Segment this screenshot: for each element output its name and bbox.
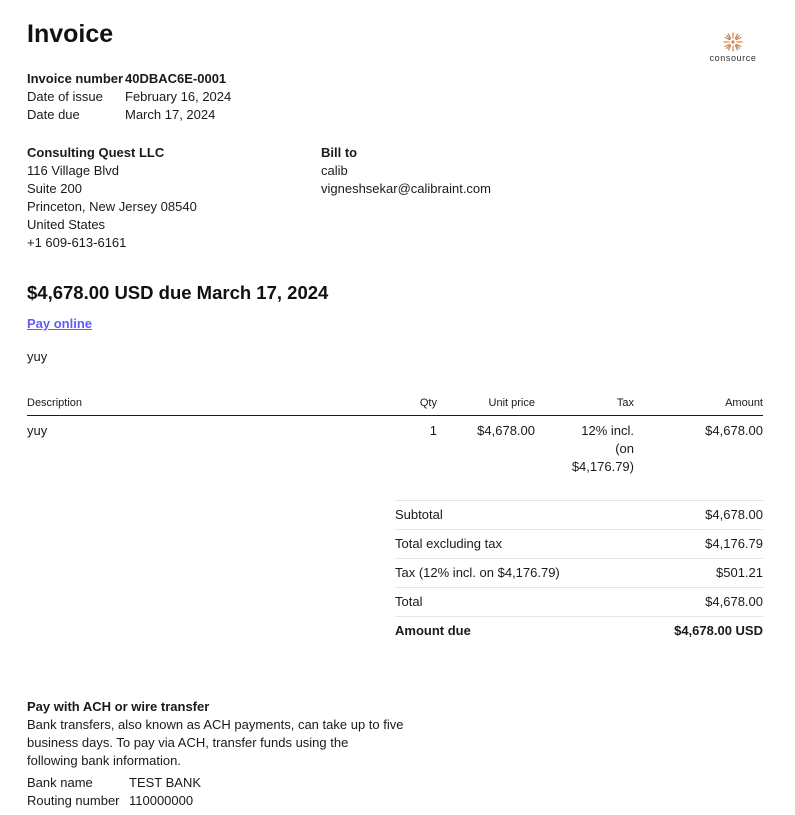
seller-address	[27, 144, 197, 252]
invoice-page	[27, 0, 763, 815]
item-unit-price: $4,678.00	[477, 423, 535, 438]
page-title: Invoice	[27, 20, 114, 48]
total-row	[395, 587, 763, 616]
header-amount: Amount	[634, 395, 763, 416]
meta-label: Date of issue	[27, 89, 103, 104]
amount-due-row	[395, 616, 763, 645]
meta-label: Invoice number	[27, 71, 124, 86]
meta-row-date-due	[27, 106, 231, 124]
logo-wordmark: consource	[709, 53, 757, 63]
routing-number-row	[27, 792, 407, 810]
header-unit-price: Unit price	[437, 395, 535, 416]
date-due-value: March 17, 2024	[125, 107, 216, 122]
item-tax	[535, 416, 634, 477]
totals-value: $501.21	[716, 565, 763, 580]
bank-label: Routing number	[27, 793, 120, 808]
item-amount: $4,678.00	[705, 423, 763, 438]
totals-label: Total excluding tax	[395, 536, 502, 551]
table-header-row	[27, 395, 763, 416]
totals-summary	[395, 500, 763, 645]
tax-line: $4,176.79)	[571, 459, 634, 474]
tax-line: (on	[615, 441, 634, 456]
customer-name: calib	[321, 163, 348, 178]
bank-label: Bank name	[27, 775, 93, 790]
meta-row-invoice-number	[27, 70, 231, 88]
sunburst-logo-icon	[723, 32, 743, 52]
ach-title: Pay with ACH or wire transfer	[27, 699, 210, 714]
header-description: Description	[27, 395, 397, 416]
header-qty: Qty	[397, 395, 437, 416]
totals-label: Subtotal	[395, 507, 443, 522]
address-line: Princeton, New Jersey 08540	[27, 199, 197, 214]
totals-label: Tax (12% incl. on $4,176.79)	[395, 565, 560, 580]
ach-payment-section	[27, 698, 407, 810]
address-line: United States	[27, 217, 106, 232]
amount-due-heading: $4,678.00 USD due March 17, 2024	[27, 282, 329, 303]
seller-phone: +1 609-613-6161	[27, 235, 127, 250]
bank-name-row	[27, 774, 407, 792]
address-line: Suite 200	[27, 181, 82, 196]
bank-value: TEST BANK	[129, 775, 202, 790]
bank-details	[27, 774, 407, 810]
bill-to	[321, 144, 491, 198]
totals-label: Total	[395, 594, 423, 609]
brand-logo	[703, 32, 763, 63]
totals-value: $4,678.00 USD	[674, 623, 763, 638]
address-line: 116 Village Blvd	[27, 163, 120, 178]
totals-value: $4,678.00	[705, 594, 763, 609]
ach-text-line: following bank information.	[27, 753, 181, 768]
date-of-issue-value: February 16, 2024	[125, 89, 232, 104]
header-tax: Tax	[535, 395, 634, 416]
ach-text-line: Bank transfers, also known as ACH payments, can take up to five	[27, 717, 404, 732]
invoice-memo: yuy	[27, 349, 48, 364]
item-description: yuy	[27, 423, 48, 438]
meta-label: Date due	[27, 107, 80, 122]
totals-label: Amount due	[395, 623, 471, 638]
pay-online-link[interactable]: Pay online	[27, 316, 93, 331]
item-qty: 1	[429, 423, 437, 438]
ach-text-line: business days. To pay via ACH, transfer funds using the	[27, 735, 349, 750]
bill-to-heading: Bill to	[321, 145, 358, 160]
totals-value: $4,678.00	[705, 507, 763, 522]
invoice-number-value: 40DBAC6E-0001	[125, 71, 227, 86]
invoice-meta	[27, 70, 231, 124]
tax-line: 12% incl.	[581, 423, 634, 438]
table-row	[27, 416, 763, 477]
totals-value: $4,176.79	[705, 536, 763, 551]
line-items-table	[27, 395, 763, 476]
tax-row	[395, 558, 763, 587]
bank-value: 110000000	[129, 793, 194, 808]
meta-row-date-of-issue	[27, 88, 231, 106]
subtotal-row	[395, 500, 763, 529]
total-excluding-tax-row	[395, 529, 763, 558]
customer-email: vigneshsekar@calibraint.com	[321, 181, 491, 196]
ach-description	[27, 716, 407, 770]
seller-name: Consulting Quest LLC	[27, 145, 165, 160]
